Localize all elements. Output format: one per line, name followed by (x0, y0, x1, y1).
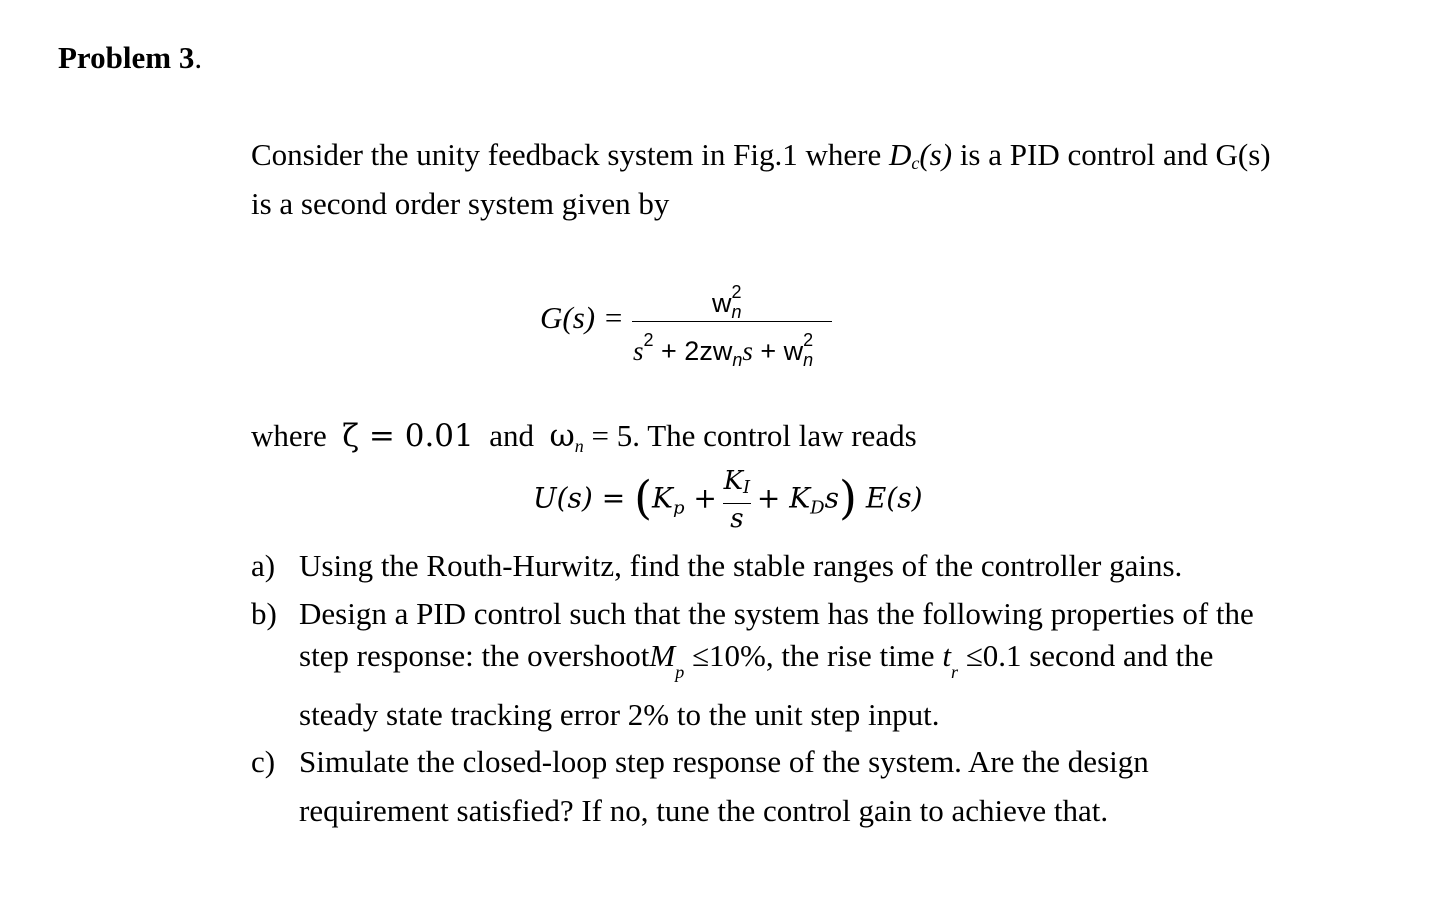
intro-line-1: Consider the unity feedback system in Fig.1 where $D_c(s)$ is a PID control and G(s) (251, 137, 1271, 173)
list-item-c-line-2: requirement satisfied? If no, tune the control gain to achieve that. (299, 793, 1109, 828)
list-item-b-line-3: steady state tracking error 2% to the unit step input. (299, 697, 940, 732)
list-item-c-line-1: c) Simulate the closed-loop step response of the system. Are the design (251, 744, 1149, 779)
list-item-b-line-2: step response: the overshootM$_p$ ≤10%, the rise time $t_r \le 0.1$ second and the (299, 638, 1214, 682)
plant-denominator: $s^2 + 2zw_ns + w^2_n$ (633, 330, 814, 370)
ki-fraction: $\frac{K_I}{s}$ (723, 466, 751, 534)
list-item-b-line-1: b) Design a PID control such that the system has the following properties of the (251, 596, 1254, 631)
right-paren: ) (838, 470, 857, 525)
fraction-bar (632, 321, 832, 322)
plant-lhs: G(s) = (540, 300, 624, 335)
plant-numerator: $w^2_n$ (712, 282, 742, 322)
left-paren: ( (634, 470, 653, 525)
parameters-line: where ζ = 0.01 and $\omega_n = 5$. The control law reads (251, 418, 917, 456)
list-item-a: a) Using the Routh-Hurwitz, find the stable ranges of the controller gains. (251, 548, 1183, 583)
control-law-equation: $U(s) = (K_p$ + $\frac{K_I}{s}$ + $K_Ds$) E(s) (533, 466, 923, 534)
problem-title: Problem 3. (58, 40, 203, 75)
intro-line-2: is a second order system given by (251, 186, 670, 221)
